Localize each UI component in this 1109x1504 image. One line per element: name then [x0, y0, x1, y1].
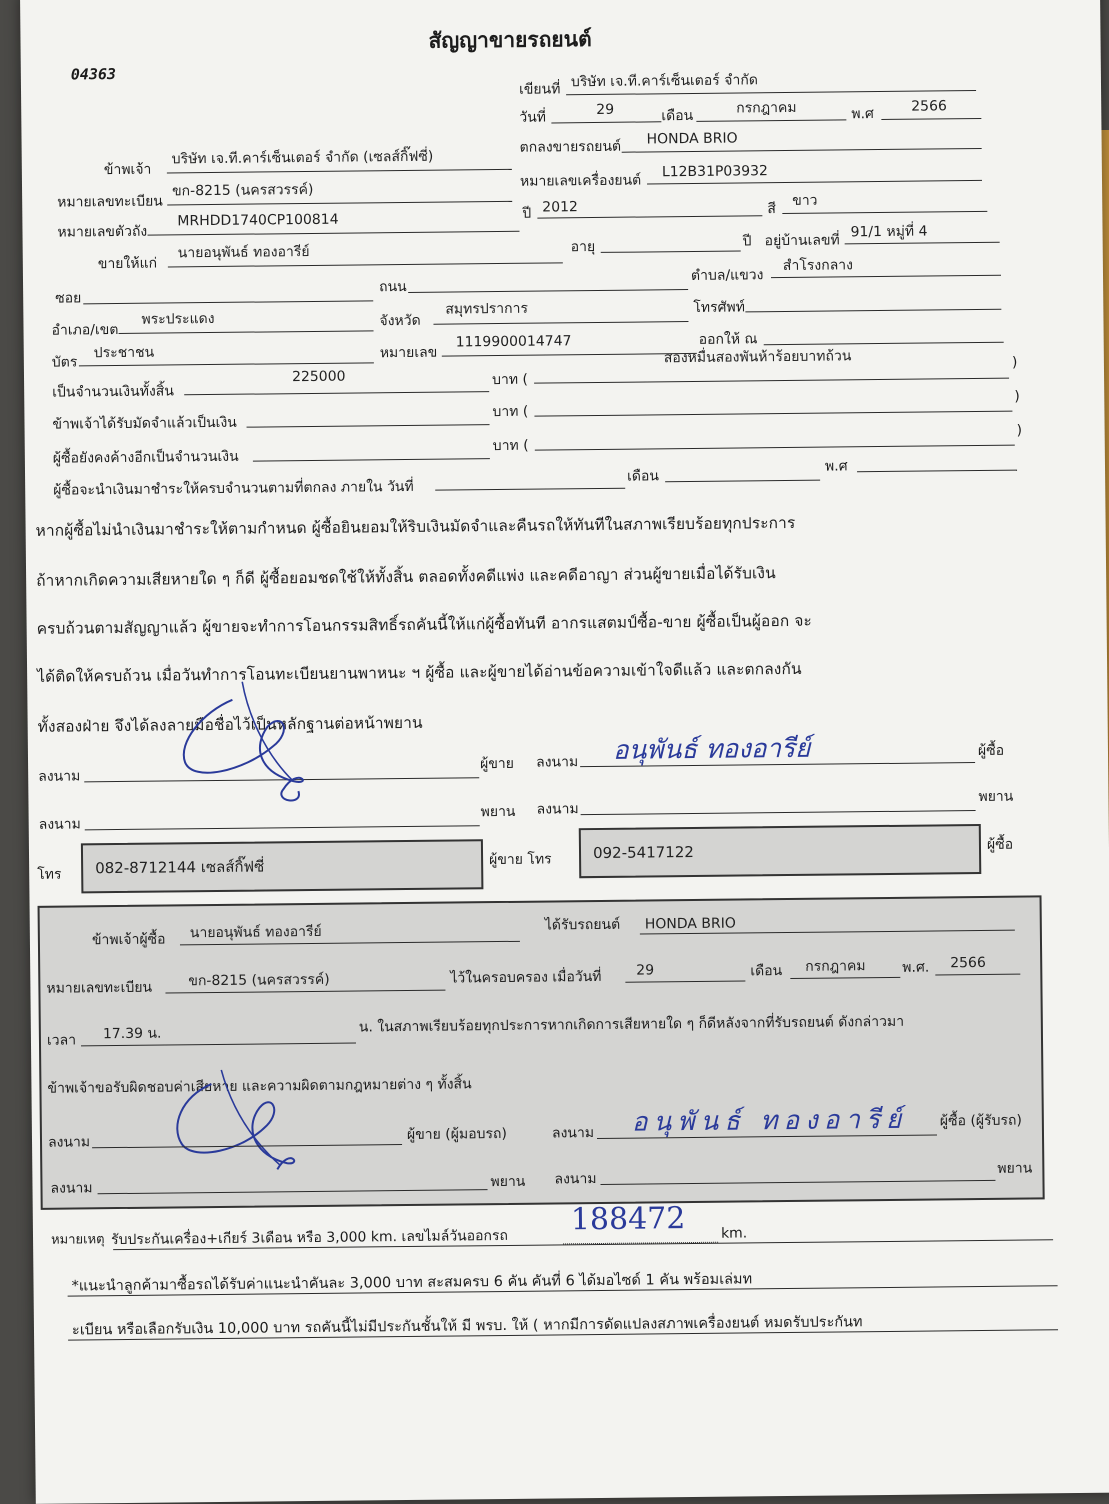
receipt-seller-sign-label: ลงนาม: [47, 1134, 91, 1151]
deposit-label: ข้าพเจ้าได้รับมัดจำแล้วเป็นเงิน: [52, 414, 237, 433]
receipt-witness2-line: [600, 1180, 995, 1185]
document-number: 04363: [70, 64, 117, 84]
card-type-line: [79, 362, 374, 366]
receipt-buyer-sign-label: ลงนาม: [551, 1125, 595, 1142]
chassis-label: หมายเลขตัวถัง: [57, 223, 148, 241]
terms-line-4: ได้ติดให้ครบถ้วน เมื่อวันทำการโอนทะเบียนยานพาหนะ ฯ ผู้ซื้อ และผู้ขายได้อ่านข้อความเข้าใจดีแล้ว และตกลงกัน: [37, 659, 802, 686]
payment-day-line: [435, 488, 625, 491]
registration-label: หมายเลขทะเบียน: [57, 193, 163, 211]
seller-phone: 082-8712144 เซลส์กิ๊ฟซี่: [95, 857, 265, 878]
witness1-role: พยาน: [480, 803, 516, 821]
district-line: [119, 330, 374, 334]
date-year-line: [881, 118, 981, 120]
vehicle-receipt-box: [38, 895, 1045, 1209]
chassis-number: MRHDD1740CP100814: [177, 211, 339, 230]
receipt-witness1-role: พยาน: [490, 1173, 526, 1191]
receipt-reg-line: [165, 990, 445, 994]
witness1-sign-label: ลงนาม: [38, 816, 81, 833]
buyer-role: ผู้ซื้อ: [977, 742, 1005, 760]
registration-value: ขก-8215 (นครสวรรค์): [171, 181, 314, 200]
time-label: เวลา: [46, 1032, 77, 1049]
receipt-seller-role: ผู้ขาย (ผู้มอบรถ): [406, 1125, 507, 1144]
date-month-line: [696, 119, 846, 122]
address-value: 91/1 หมู่ที่ 4: [850, 223, 928, 241]
registration-line: [167, 201, 512, 206]
note-label: หมายเหตุ: [50, 1232, 105, 1248]
total-value: 225000: [291, 368, 346, 386]
receipt-witness1-line: [98, 1189, 488, 1194]
contract-title: สัญญาขายรถยนต์: [428, 27, 592, 53]
total-words-line: [534, 378, 1009, 384]
remaining-line: [253, 458, 490, 461]
condition-text: น. ในสภาพเรียบร้อยทุกประการหากเกิดการเสียหายใด ๆ ก็ดีหลังจากที่รับรถยนต์ ดังกล่าวมา: [358, 1013, 905, 1036]
deposit-baht-label: บาท (: [492, 403, 529, 421]
engine-number: L12B31P03932: [661, 163, 768, 181]
payment-month-line: [665, 480, 820, 483]
card-number-label: หมายเลข: [379, 344, 438, 362]
remaining-label: ผู้ซื้อยังคงค้างอีกเป็นจำนวนเงิน: [52, 448, 239, 467]
deposit-words-line: [534, 411, 1012, 417]
buyer-line: [168, 262, 563, 267]
buyer-phone-role: ผู้ซื้อ: [986, 836, 1014, 853]
agree-sell-label: ตกลงขายรถยนต์: [519, 138, 622, 156]
phone-line: [745, 309, 1001, 313]
payment-year-line: [857, 470, 1017, 473]
buyer-phone: 092-5417122: [592, 842, 694, 863]
receipt-month-line: [790, 977, 900, 979]
receipt-day: 29: [636, 962, 655, 979]
soi-label: ซอย: [55, 290, 82, 307]
buyer-sign-label: ลงนาม: [535, 754, 579, 771]
color-value: ขาว: [792, 192, 818, 209]
receipt-reg-label: หมายเลขทะเบียน: [46, 979, 153, 997]
written-at-line: [566, 90, 976, 95]
seller-sign-label: ลงนาม: [38, 768, 81, 785]
witness2-sign-line: [581, 810, 976, 815]
buyer-phone-box: [579, 824, 982, 878]
total-baht-label: บาท (: [491, 371, 529, 389]
total-label: เป็นจำนวนเงินทั้งสิ้น: [52, 383, 174, 401]
issued-line: [764, 342, 1004, 346]
buyer-label: ขายให้แก่: [97, 255, 158, 273]
terms-line-1: หากผู้ซื้อไม่นำเงินมาชำระให้ตามกำหนด ผู้ซื้อยินยอมให้ริบเงินมัดจำและคืนรถให้ทันทีในสภาพเรียบร้อยทุกประการ: [35, 513, 796, 540]
card-type: ประชาชน: [93, 344, 155, 362]
engine-label: หมายเลขเครื่องยนต์: [519, 172, 642, 190]
year-label: พ.ศ: [851, 106, 874, 123]
receipt-year-line: [935, 974, 1020, 976]
receipt-day-line: [625, 980, 745, 982]
total-in-words: สองหมื่นสองพันห้าร้อยบาทถ้วน: [663, 348, 852, 367]
receipt-year-label: พ.ศ.: [902, 959, 930, 976]
date-day: 29: [596, 101, 615, 118]
deposit-line: [247, 424, 490, 428]
car-model: HONDA BRIO: [646, 130, 738, 148]
seller-phone-label: โทร: [37, 866, 62, 883]
responsibility-text: ข้าพเจ้าขอรับผิดชอบค่าเสียหาย และความผิดตามกฎหมายต่าง ๆ ทั้งสิ้น: [47, 1076, 472, 1097]
seller-line: [167, 169, 512, 174]
received-car: HONDA BRIO: [644, 915, 736, 933]
terms-line-2: ถ้าหากเกิดความเสียหายใด ๆ ก็ดี ผู้ซื้อยอมชดใช้ให้ทั้งสิ้น ตลอดทั้งคดีแพ่ง และคดีอาญา ส่วนผู้ขายเมื่อได้รับเงิน: [36, 564, 776, 590]
receipt-buyer-name: นายอนุพันธ์ ทองอารีย์: [189, 923, 322, 942]
seller-phone-role: ผู้ขาย โทร: [489, 851, 552, 869]
receipt-witness2-role: พยาน: [997, 1160, 1033, 1177]
deposit-close-paren: ): [1014, 388, 1020, 405]
witness2-sign-label: ลงนาม: [536, 801, 579, 818]
seller-phone-box: [81, 839, 484, 893]
district-value: พระประแดง: [141, 310, 215, 328]
remaining-words-line: [535, 445, 1015, 451]
receipt-buyer-role: ผู้ซื้อ (ผู้รับรถ): [939, 1112, 1023, 1130]
date-month: กรกฎาคม: [736, 99, 797, 117]
mileage-unit: km.: [720, 1225, 748, 1242]
remaining-close-paren: ): [1016, 422, 1023, 439]
province-value: สมุทรปราการ: [445, 300, 529, 318]
seller-role: ผู้ขาย: [480, 755, 515, 773]
color-label: สี: [767, 201, 776, 218]
color-line: [782, 211, 987, 214]
month-label: เดือน: [661, 107, 694, 125]
receipt-time: 17.39 น.: [102, 1025, 162, 1043]
car-model-line: [622, 148, 982, 153]
province-line: [433, 321, 688, 325]
issued-label: ออกให้ ณ: [698, 331, 758, 348]
witness1-sign-line: [85, 825, 480, 830]
contract-paper: [20, 0, 1109, 1504]
receipt-witness1-label: ลงนาม: [50, 1180, 93, 1197]
written-at-value: บริษัท เจ.ที.คาร์เซ็นเตอร์ จำกัด: [570, 72, 758, 91]
buyer-signature: อนุพันธ์ ทองอารีย์: [612, 733, 811, 766]
card-label: บัตร: [51, 354, 78, 371]
card-number-line: [442, 353, 697, 357]
note-warranty: รับประกันเครื่อง+เกียร์ 3เดือน หรือ 3,000 km. เลขไมล์วันออกรถ: [110, 1227, 509, 1249]
payment-year-label: พ.ศ: [824, 458, 848, 475]
total-close-paren: ): [1011, 354, 1018, 371]
address-line: [845, 242, 1000, 245]
terms-line-3: ครบถ้วนตามสัญญาแล้ว ผู้ขายจะทำการโอนกรรมสิทธิ์รถคันนี้ให้แก่ผู้ซื้อทันที อากรแสตมป์ซื้อ-ขาย ผู้ซื้อเป็นผู้ออก จะ: [36, 611, 813, 638]
road-line: [408, 289, 688, 293]
date-label: วันที่: [519, 109, 547, 126]
subdistrict-value: สำโรงกลาง: [782, 257, 854, 275]
model-year-value: 2012: [542, 199, 578, 216]
model-year-label: ปี: [522, 205, 532, 222]
age-label: อายุ: [570, 238, 596, 256]
received-car-label: ได้รับรถยนต์: [544, 916, 621, 934]
mileage-handwritten: 188472: [570, 1201, 686, 1238]
receipt-reg: ขก-8215 (นครสวรรค์): [188, 971, 330, 990]
witness2-role: พยาน: [978, 788, 1014, 806]
district-label: อำเภอ/เขต: [51, 321, 119, 339]
road-label: ถนน: [379, 278, 407, 296]
subdistrict-line: [771, 275, 1001, 278]
address-label: อยู่บ้านเลขที่: [764, 232, 840, 250]
note-referral: *แนะนำลูกค้ามาซื้อรถได้รับค่าแนะนำคันละ 3,000 บาท สะสมครบ 6 คัน คันที่ 6 ได้มอไซด์ 1 คัน พร้อมเล่มท: [71, 1271, 753, 1295]
possess-label: ไว้ในครอบครอง เมื่อวันที่: [450, 968, 602, 987]
soi-line: [83, 300, 373, 304]
chassis-line: [148, 231, 520, 236]
receipt-buyer-label: ข้าพเจ้าผู้ซื้อ: [91, 931, 166, 949]
receipt-witness2-label: ลงนาม: [554, 1171, 597, 1188]
subdistrict-label: ตำบล/แขวง: [690, 267, 764, 284]
payment-month-label: เดือน: [627, 468, 660, 485]
buyer-name: นายอนุพันธ์ ทองอารีย์: [177, 243, 310, 262]
receipt-seller-signature-scribble: [161, 1065, 332, 1187]
age-unit: ปี: [742, 233, 752, 250]
seller-label: ข้าพเจ้า: [103, 161, 152, 179]
receipt-buyer-signature: อนุพันธ์ ทองอารีย์: [631, 1104, 908, 1138]
card-number: 1119900014747: [455, 333, 572, 351]
phone-label: โทรศัพท์: [693, 299, 746, 316]
date-year: 2566: [911, 98, 947, 115]
terms-line-5: ทั้งสองฝ่าย จึงได้ลงลายมือชื่อไว้เป็นหลักฐานต่อหน้าพยาน: [37, 713, 423, 736]
total-line: [184, 391, 489, 395]
seller-signature-scribble: [172, 670, 373, 812]
receipt-month: กรกฎาคม: [805, 958, 866, 975]
note-insurance: ะเบียน หรือเลือกรับเงิน 10,000 บาท รถคันนี้ไม่มีประกันชั้นให้ มี พรบ. ให้ ( หากมีการดัดแปลงสภาพเครื่องยนต์ หมดรับประกันท: [71, 1314, 863, 1339]
written-at-label: เขียนที่: [518, 81, 561, 98]
receipt-year: 2566: [950, 954, 986, 972]
date-day-line: [551, 121, 661, 123]
receipt-month-label: เดือน: [750, 963, 783, 980]
province-label: จังหวัด: [379, 312, 421, 330]
remaining-baht-label: บาท (: [492, 437, 529, 455]
seller-value: บริษัท เจ.ที.คาร์เซ็นเตอร์ จำกัด (เซลส์กิ๊ฟซี่): [171, 148, 434, 168]
age-line: [601, 250, 741, 252]
payment-deadline-label: ผู้ซื้อจะนำเงินมาชำระให้ครบจำนวนตามที่ตกลง ภายใน วันที่: [53, 478, 414, 499]
receipt-time-line: [81, 1043, 356, 1047]
